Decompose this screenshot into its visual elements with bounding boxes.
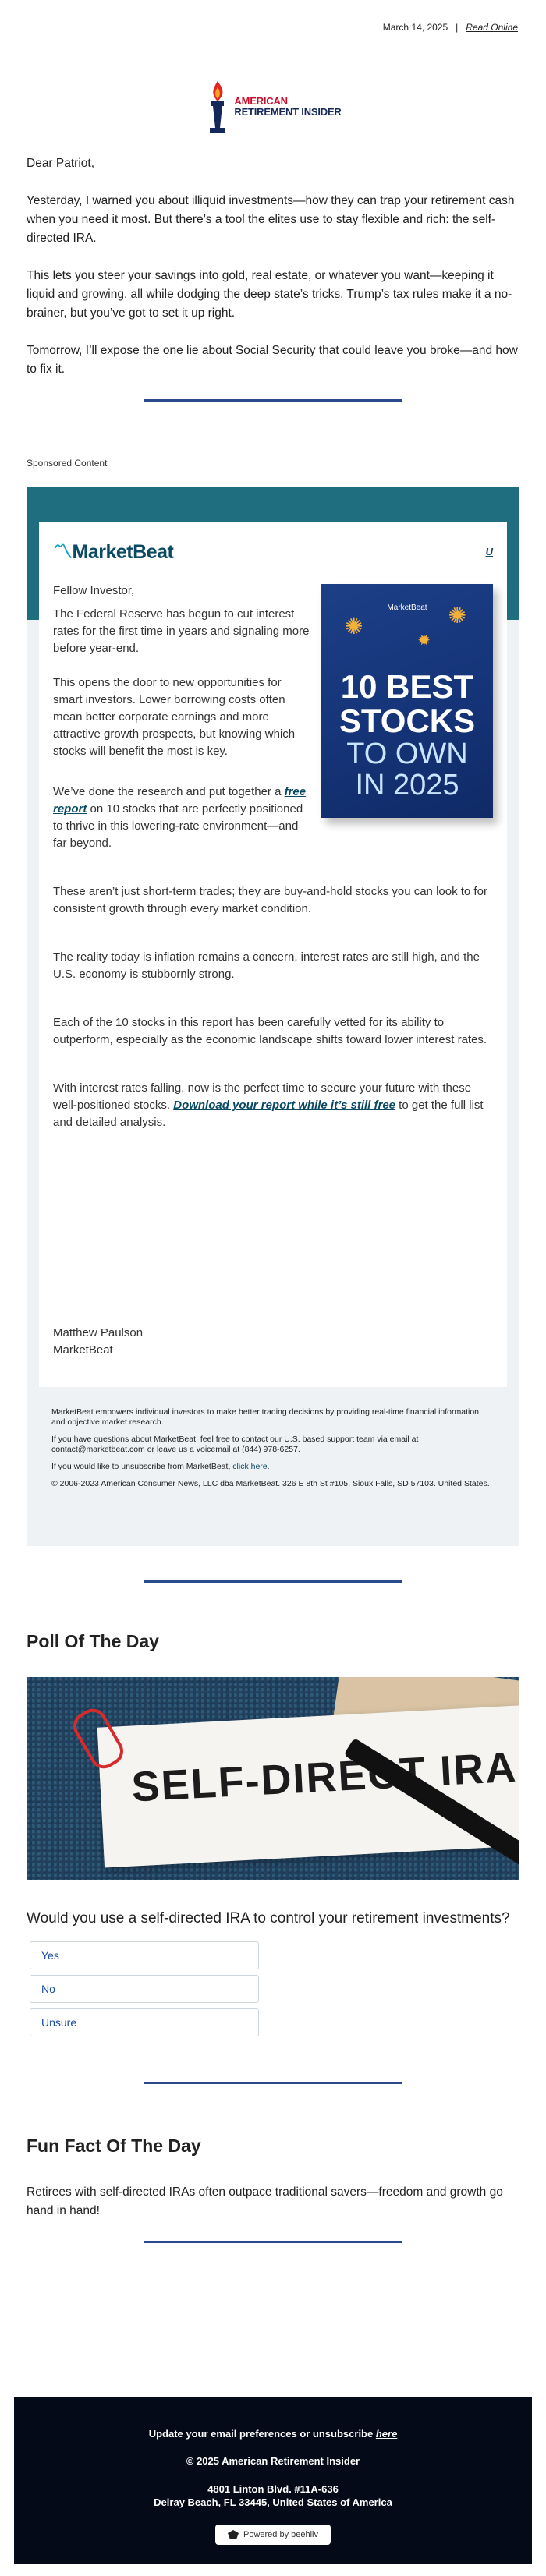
signoff-name: Matthew Paulson (53, 1326, 144, 1339)
footer-preferences-text: Update your email preferences or unsubscribe (148, 2428, 376, 2440)
book-title-line-1: 10 BEST (340, 668, 474, 705)
sponsor-click-here-link[interactable]: click here (232, 1462, 268, 1471)
fun-fact-text: Retirees with self-directed IRAs often outpace traditional savers—freedom and growth go hand in hand! (27, 2185, 503, 2217)
sponsor-card (39, 522, 507, 1387)
sponsor-paragraph-3-tail: on 10 stocks that are perfectly positioned to thrive in this lowering-rate environment—and far beyond. (53, 802, 303, 850)
footer-address (14, 2482, 532, 2509)
poll-image-text: SELF-DIRECT IRA (130, 1743, 519, 1811)
sponsor-paragraph-6: Each of the 10 stocks in this report has been carefully vetted for its ability to outperform, especially as the economic landscape shifts toward lower interest rates. (53, 1016, 488, 1046)
report-book-cover[interactable] (321, 584, 493, 818)
sponsor-paragraph-7-text: With interest rates falling, now is the perfect time to secure your future with these well-positioned stocks. (53, 1081, 472, 1112)
logo-lockup (204, 80, 341, 134)
download-report-link[interactable]: Download your report while it’s still free (173, 1099, 396, 1112)
section-divider (144, 1580, 402, 1583)
section-divider (144, 2082, 402, 2084)
letter-paragraph-2: This lets you steer your savings into gold, real estate, or whatever you want—keeping it liquid and growing, all while dodging the deep state’s tricks. Trump’s tax rules make it a no-brainer, but you’ve got to set it up right. (27, 269, 512, 320)
poll-image (27, 1677, 519, 1880)
torch-icon (204, 80, 231, 134)
book-brand: MarketBeat (387, 603, 427, 612)
powered-by-beehiiv-badge[interactable] (215, 2525, 331, 2545)
header-bar (0, 0, 546, 56)
poll-option-no[interactable]: No (30, 1975, 259, 2003)
sponsor-paragraph-1: The Federal Reserve has begun to cut interest rates for the first time in years and signaling more before year-end. (53, 607, 310, 655)
sponsor-footer-unsubscribe (51, 1462, 495, 1472)
firework-icon: ✺ (448, 603, 466, 628)
sponsor-signoff (53, 1325, 143, 1359)
signoff-company: MarketBeat (53, 1343, 113, 1357)
sponsor-unsubscribe-text: If you would like to unsubscribe from MarketBeat, (51, 1462, 233, 1471)
email-date: March 14, 2025 (382, 22, 448, 33)
footer-address-line-1: 4801 Linton Blvd. #11A-636 (207, 2483, 339, 2495)
logo-text (234, 96, 341, 118)
poll-option-yes[interactable]: Yes (30, 1941, 259, 1969)
footer-copyright: © 2025 American Retirement Insider (186, 2455, 360, 2467)
sponsor-paragraph-3-text: We’ve done the research and put together a (53, 785, 285, 798)
footer-preferences (14, 2428, 532, 2440)
firework-icon: ✹ (417, 632, 431, 649)
free-report-link[interactable]: free report (53, 785, 307, 816)
sponsor-header (53, 543, 493, 561)
logo-line-1: AMERICAN (234, 95, 288, 107)
section-divider (144, 399, 402, 402)
letter-paragraph-3: Tomorrow, I’ll expose the one lie about Social Security that could leave you broke—and how to fix it. (27, 344, 518, 376)
sponsor-paragraph-7-tail: to get the full list and detailed analysis. (53, 1099, 484, 1129)
brand-logo (0, 56, 546, 157)
book-title-line-3: TO OWN (346, 738, 468, 770)
sponsor-footer-about: MarketBeat empowers individual investors to make better trading decisions by providing real-time financial information and objective market research. (51, 1407, 480, 1427)
letter-greeting: Dear Patriot, (27, 157, 95, 170)
section-divider (144, 2241, 402, 2243)
sponsor-footer-contact: If you have questions about MarketBeat, feel free to contact our U.S. based support team via email at contact@marketbeat.com or leave us a voicemail at (844) 978-6257. (51, 1435, 419, 1454)
poll-image-card (98, 1704, 519, 1867)
poll-option-unsure[interactable]: Unsure (30, 2008, 259, 2036)
sponsor-unsubscribe-link[interactable]: U (485, 546, 493, 557)
book-title-line-2: STOCKS (339, 702, 476, 739)
sponsored-label: Sponsored Content (27, 458, 108, 469)
firework-icon: ✺ (345, 614, 363, 639)
fun-fact-title: Fun Fact Of The Day (27, 2135, 201, 2156)
beehiiv-icon (228, 2530, 239, 2539)
email-footer (14, 2397, 532, 2564)
marketbeat-logo (53, 543, 173, 561)
sponsor-paragraph-4: These aren’t just short-term trades; they are buy-and-hold stocks you can look to for consistent growth through every market condition. (53, 885, 488, 915)
sponsor-unsubscribe-tail: . (267, 1462, 270, 1471)
poll-question: Would you use a self-directed IRA to control your retirement investments? (27, 1910, 510, 1927)
letter-body (0, 154, 546, 379)
sponsor-paragraph-2: This opens the door to new opportunities for smart investors. Lower borrowing costs often mean better corporate earnings and more attractive growth prospects, but knowing which stocks will benefit the most is key. (53, 676, 296, 758)
powered-by-text: Powered by beehiiv (243, 2530, 318, 2539)
sponsor-greeting: Fellow Investor, (53, 584, 135, 597)
marketbeat-logo-text: MarketBeat (72, 541, 174, 563)
book-title-line-4: IN 2025 (355, 769, 459, 801)
sponsor-paragraph-5: The reality today is inflation remains a concern, interest rates are still high, and the U.S. economy is stubbornly strong. (53, 950, 480, 981)
marketbeat-mark-icon: 〽 (53, 541, 73, 563)
footer-address-line-2: Delray Beach, FL 33445, United States of America (154, 2496, 392, 2508)
sponsored-section (27, 487, 519, 1546)
header-separator: | (456, 22, 459, 33)
letter-paragraph-1: Yesterday, I warned you about illiquid investments—how they can trap your retirement cash when you need it most. But there’s a tool the elites use to stay flexible and rich: the self-directed IRA. (27, 194, 515, 245)
poll-title: Poll Of The Day (27, 1631, 159, 1651)
sponsor-footer-copyright: © 2006-2023 American Consumer News, LLC dba MarketBeat. 326 E 8th St #105, Sioux Falls, SD 57103. United States. (51, 1479, 490, 1488)
read-online-link[interactable]: Read Online (466, 22, 518, 33)
footer-unsubscribe-link[interactable]: here (375, 2428, 398, 2440)
logo-line-2: RETIREMENT INSIDER (234, 106, 342, 118)
sponsor-paragraph-7 (53, 1080, 493, 1131)
